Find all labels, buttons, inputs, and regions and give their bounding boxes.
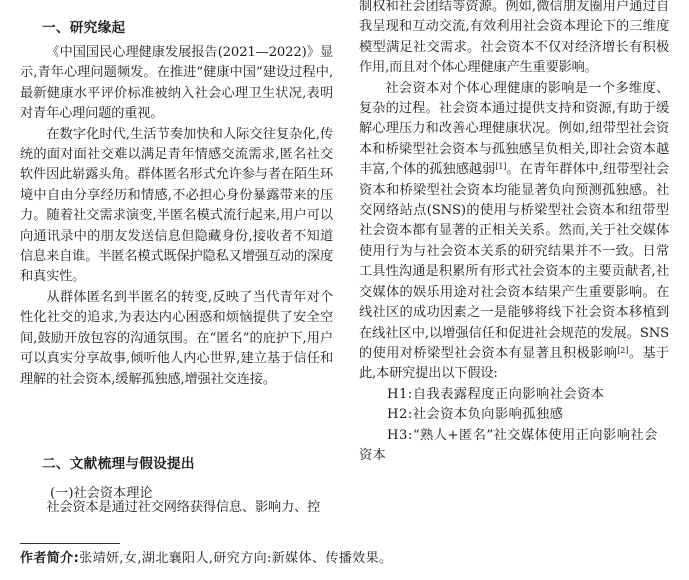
hypothesis-h1: H1:自我表露程度正向影响社会资本 [387,386,605,402]
left-column [20,43,333,390]
subsection-heading-social-capital: (一)社会资本理论 [50,486,153,501]
paragraph-social-capital-definition: 社会资本是通过社交网络获得信息、影响力、控 [46,500,321,515]
paragraph-mental-health-impact: 社会资本对个体心理健康的影响是一个多维度、复杂的过程。社会资本通过提供支持和资源,有助于缓解心理压力和改善心理健康状况。例如,纽带型社会资本和桥梁型社会资本与孤独感呈负相关,即社会资本越丰富,个体的孤独感越弱[1]。在青年群体中,纽带型社会资本和桥梁型社会资本均能显著负向预测孤独感。社交网络站点(SNS)的使用与桥梁型社会资本和纽带型社会资本都有显著的正相关关系。然而,关于社交媒体使用行为与社会资本关系的研究结果并不一致。日常工具性沟通是积累所有形式社会资本的主要贡献者,社交媒体的娱乐用途对社会资本结果产生重要影响。在线社区的成功因素之一是能够将线下社会资本移植到在线社区中,以增强信任和促进社会规范的发展。SNS的使用对桥梁型社会资本有显著且积极影响[2]。基于此,本研究提出以下假设: [359,80,669,382]
footnote-rule [20,543,120,544]
section-heading-literature-review: 二、文献梳理与假设提出 [42,456,195,472]
paragraph-report-intro: 《中国国民心理健康发展报告(2021—2022)》显示,青年心理问题频发。在推进“健康中国”建设过程中,最新健康水平评价标准被纳入社会心理卫生状况,表明对青年心理问题的重视。 [20,45,333,122]
paragraph-social-capital-continued: 制权和社会团结等资源。例如,微信朋友圈用户通过自我呈现和互动交流,有效利用社会资本理论下的三维度模型满足社交需求。社会资本不仅对经济增长有积极作用,而且对个体心理健康产生重要影响。 [359,0,669,76]
citation-ref-1: [1] [495,162,507,172]
left-column-bottom [20,498,333,518]
section-heading-research-origin: 一、研究缘起 [42,20,126,36]
author-bio-label: 作者简介: [20,551,80,566]
right-column [359,0,669,466]
hypothesis-h3: H3:“熟人+匿名”社交媒体使用正向影响社会资本 [359,427,658,463]
author-bio [20,547,392,566]
paragraph-anonymous-social: 在数字化时代,生活节奏加快和人际交往复杂化,传统的面对面社交难以满足青年情感交流需求,匿名社交软件因此崭露头角。群体匿名形式允许参与者在陌生环境中自由分享经历和情感,不必担心身份暴露带来的压力。随着社交需求演变,半匿名模式流行起来,用户可以向通讯录中的朋友发送信息但隐藏身份,接收者不知道信息来自谁。半匿名模式既保护隐私又增强互动的深度和真实性。 [20,126,333,285]
paragraph-semi-anonymous-shift: 从群体匿名到半匿名的转变,反映了当代青年对个性化社交的追求,为表达内心困惑和烦恼提供了安全空间,鼓励开放包容的沟通氛围。在“匿名”的庇护下,用户可以真实分享故事,倾听他人内心世界,建立基于信任和理解的社会资本,缓解孤独感,增强社交连接。 [20,289,333,387]
hypothesis-h2: H2:社会资本负向影响孤独感 [387,407,564,423]
author-bio-text: 张靖妍,女,湖北襄阳人,研究方向:新媒体、传播效果。 [79,551,393,566]
citation-ref-2: [2] [617,345,629,355]
